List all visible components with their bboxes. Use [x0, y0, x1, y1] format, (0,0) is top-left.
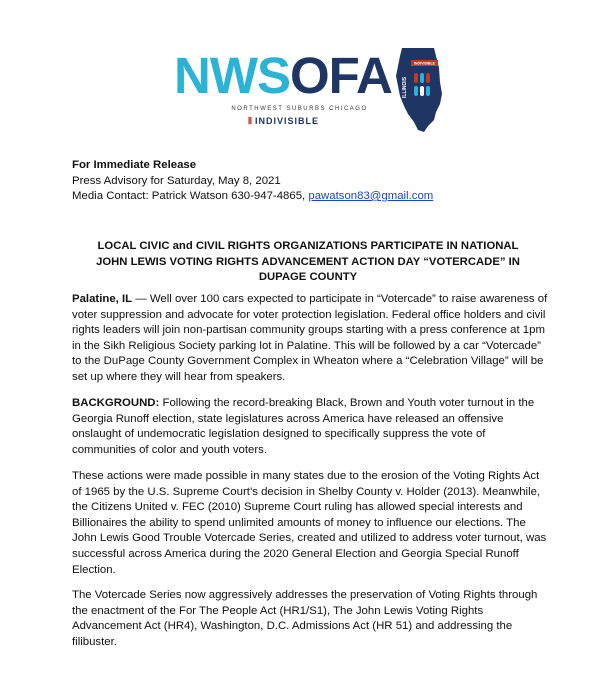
state-banner-text: INDIVISIBLE [413, 61, 436, 66]
background-label: BACKGROUND: [72, 397, 160, 409]
contact-email-link[interactable]: pawatson83@gmail.com [308, 190, 434, 202]
contact-prefix: Media Contact: Patrick Watson 630-947-4865, [72, 190, 309, 202]
logo-indivisible [248, 116, 319, 127]
paragraph-votercade-series: The Votercade Series now aggressively addresses the preservation of Voting Rights through the enactment of the For The People Act (HR1/S1), The John Lewis Voting Rights Advancement Act (HR4), Washington, D.C. Admissions Act (HR 51) and addressing the filibuster. [72, 589, 538, 648]
release-line: For Immediate Release [72, 159, 197, 171]
logo-subtitle: NORTHWEST SUBURBS CHICAGO [231, 106, 368, 112]
indivisible-bars-icon: ⦀ [248, 116, 253, 126]
dateline: Palatine, IL [72, 293, 133, 305]
logo-ofa: OFA [289, 47, 392, 104]
advisory-line: Press Advisory for Saturday, May 8, 2021 [72, 174, 281, 187]
logo-nws: NWS [174, 47, 290, 104]
paragraph-voting-rights-act: These actions were made possible in many states due to the erosion of the Voting Rights Act of 1965 by the U.S. Supreme Court’s decision in Shelby County v. Holder (2013). Meanwhile, the Citizens United v. FEC (2010) Supreme Court ruling has allowed special interests and Billionaires the ability to spend unlimited amounts of money to influence our elections. The John Lewis Good Trouble Votercade Series, created and utilized to address voter turnout, was successful across America during the 2020 General Election and Georgia Special Runoff Election. [72, 470, 547, 576]
logo-wordmark [174, 48, 392, 104]
paragraph-background [72, 396, 550, 458]
nwsofa-logo [150, 46, 470, 136]
state-name-text: ILLINOIS [402, 76, 408, 98]
background-text: Following the record-breaking Black, Brown and Youth voter turnout in the Georgia Runoff election, state legislatures across America have released an offensive onslaught of undemocratic legislation designed to specifically suppress the vote of communities of color and youth voters. [72, 397, 535, 456]
contact-line [72, 189, 550, 205]
headline: LOCAL CIVIC and CIVIL RIGHTS ORGANIZATIONS PARTICIPATE IN NATIONAL JOHN LEWIS VOTING RIGHTS ADVANCEMENT ACTION DAY “VOTERCADE” IN DUPAGE COUNTY [96, 240, 520, 283]
paragraph-intro [72, 292, 550, 386]
press-header [72, 158, 550, 205]
illinois-map-icon [394, 46, 446, 134]
logo-indivisible-label: INDIVISIBLE [254, 116, 319, 126]
intro-text: — Well over 100 cars expected to participate in “Votercade” to raise awareness of voter suppression and advocate for voter protection legislation. Federal office holders and civil rights leaders will join non-partisan community groups starting with a press conference at 1pm in the Sikh Religious Society parking lot in Palatine. This will be followed by a car “Votercade” to the DuPage County Government Complex in Wheaton where a “Celebration Village” will be set up where they will hear from speakers. [72, 293, 548, 383]
